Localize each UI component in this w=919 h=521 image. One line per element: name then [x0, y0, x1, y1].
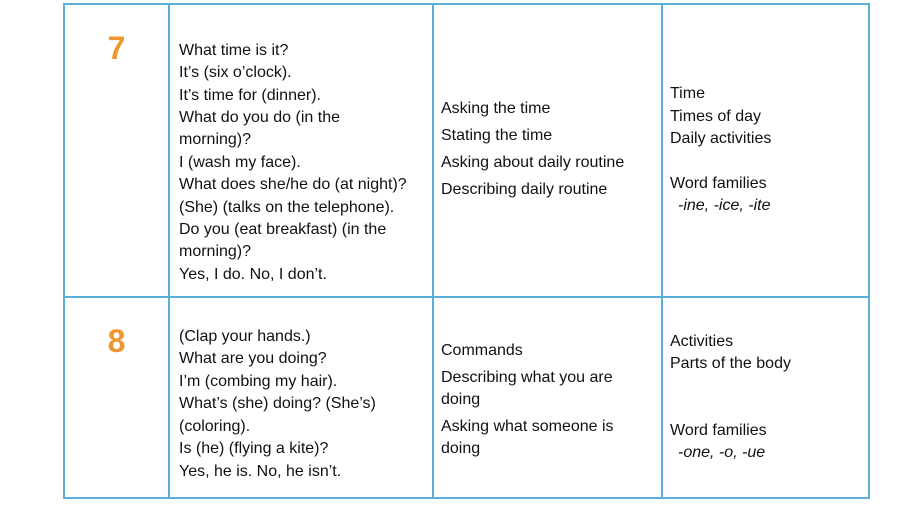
language-line: What do you do (in the [179, 108, 340, 126]
function-line: doing [441, 391, 481, 408]
function-line: Commands [441, 341, 523, 359]
unit-cell [64, 297, 169, 498]
function-line: Asking what someone is [441, 418, 614, 435]
syllabus-table [63, 3, 870, 499]
vocabulary-item: Activities [670, 332, 734, 350]
word-families-suffixes: -ine, -ice, -ite [678, 197, 771, 215]
language-line: What time is it? [179, 41, 289, 59]
language-line: morning)? [179, 131, 252, 149]
vocabulary-item: Parts of the body [670, 355, 791, 373]
vocabulary-cell [662, 297, 869, 498]
language-cell [169, 297, 433, 498]
vocabulary-item: Time [670, 85, 705, 103]
word-families-suffixes: -one, -o, -ue [678, 443, 766, 461]
language-line: What’s (she) doing? (She’s) [179, 395, 376, 413]
language-line: Is (he) (flying a kite)? [179, 440, 329, 458]
language-line: What are you doing? [179, 350, 327, 368]
language-line: Do you (eat breakfast) (in the [179, 221, 387, 239]
language-line: (Clap your hands.) [179, 328, 311, 346]
function-line: Describing what you are [441, 368, 613, 386]
vocabulary-item: Times of day [670, 107, 761, 125]
language-line: It’s (six o’clock). [179, 64, 292, 82]
language-line: Yes, he is. No, he isn’t. [179, 462, 342, 480]
function-line: doing [441, 440, 481, 458]
language-line: (She) (talks on the telephone). [179, 198, 395, 216]
word-families-label: Word families [670, 174, 767, 192]
vocabulary-cell [662, 4, 869, 297]
unit-cell [64, 4, 169, 297]
language-line: morning)? [179, 243, 252, 261]
unit-number: 8 [107, 323, 126, 359]
function-line: Describing daily routine [441, 180, 608, 198]
language-line: I (wash my face). [179, 153, 301, 171]
language-line: Yes, I do. No, I don’t. [179, 265, 327, 283]
function-line: Asking the time [441, 99, 551, 117]
table-row-unit-7 [64, 4, 869, 297]
language-line: What does she/he do (at night)? [179, 176, 407, 194]
function-line: Asking about daily routine [441, 153, 625, 171]
unit-number: 7 [107, 30, 126, 66]
functions-cell [433, 297, 662, 498]
language-line: I’m (combing my hair). [179, 372, 338, 390]
functions-cell [433, 4, 662, 297]
word-families-label: Word families [670, 421, 767, 439]
language-line: It’s time for (dinner). [179, 86, 321, 104]
table-row-unit-8 [64, 297, 869, 498]
language-line: (coloring). [179, 417, 251, 435]
function-line: Stating the time [441, 126, 553, 144]
language-cell [169, 4, 433, 297]
vocabulary-item: Daily activities [670, 130, 772, 148]
